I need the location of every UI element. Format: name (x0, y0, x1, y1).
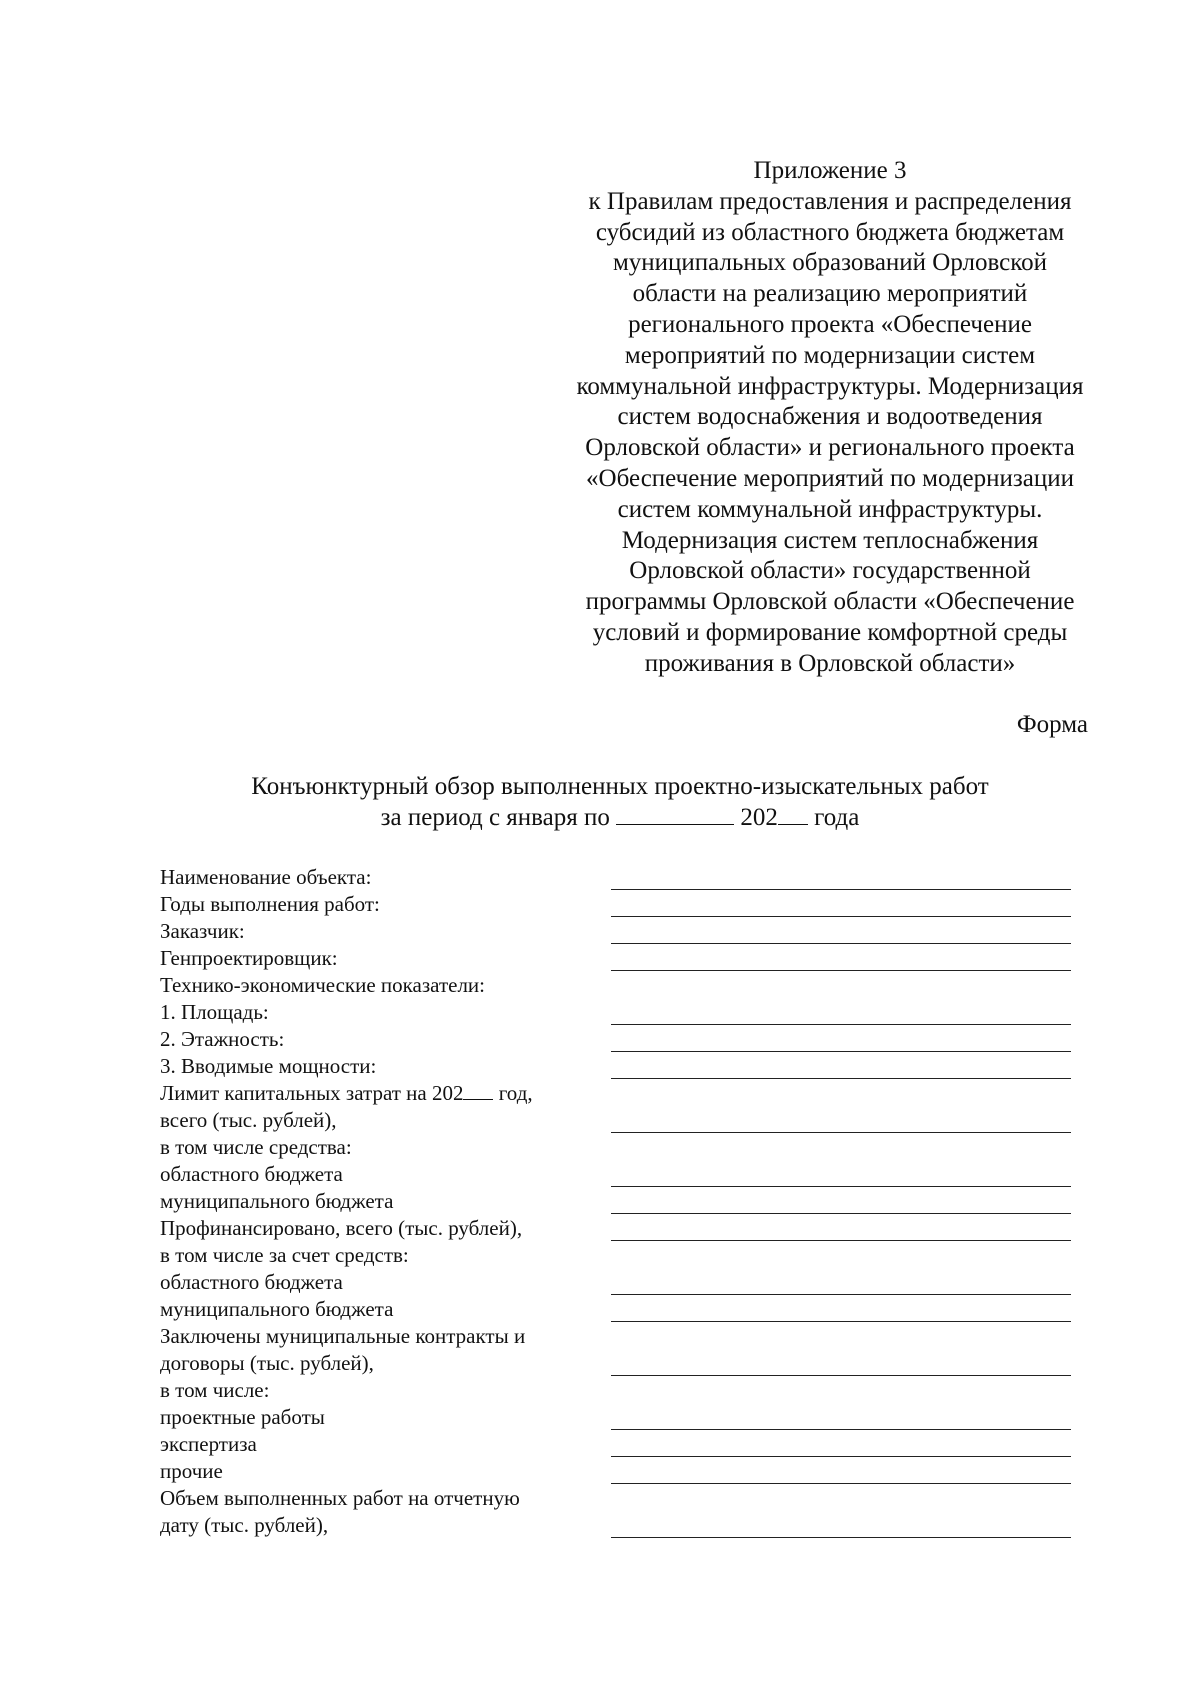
appendix-line: области на реализацию мероприятий (632, 280, 1028, 308)
appendix-line: условий и формирование комфортной среды (592, 618, 1068, 646)
answer-line-design-works[interactable] (611, 1429, 1071, 1430)
field-capacity: 3. Вводимые мощности: (160, 1054, 377, 1078)
answer-line-customer[interactable] (611, 943, 1071, 944)
answer-line-regional-budget-2[interactable] (611, 1294, 1071, 1295)
appendix-line: мероприятий по модернизации систем (624, 341, 1036, 369)
field-regional-budget-2: областного бюджета (160, 1270, 343, 1294)
appendix-line: регионального проекта «Обеспечение (628, 310, 1032, 338)
appendix-line: Приложение 3 (753, 157, 907, 184)
year-blank (778, 802, 808, 825)
answer-line-municipal-budget[interactable] (611, 1213, 1071, 1214)
field-floors: 2. Этажность: (160, 1027, 285, 1051)
answer-line-area[interactable] (611, 1024, 1071, 1025)
field-work-volume: Объем выполненных работ на отчетную (160, 1486, 520, 1510)
field-including: в том числе: (160, 1378, 270, 1402)
appendix-line: субсидий из областного бюджета бюджетам (595, 218, 1065, 246)
document-title (150, 772, 1090, 833)
title-year: 202 (740, 804, 778, 831)
field-total: всего (тыс. рублей), (160, 1108, 337, 1132)
appendix-line: Орловской области» государственной (629, 557, 1031, 585)
answer-line-municipal-budget-2[interactable] (611, 1321, 1071, 1322)
year-blank (463, 1081, 493, 1100)
field-tech-indicators: Технико-экономические показатели: (160, 973, 485, 997)
field-municipal-budget: муниципального бюджета (160, 1189, 394, 1213)
title-period-suffix: года (814, 804, 860, 831)
appendix-line: к Правилам предоставления и распределения (588, 187, 1072, 215)
appendix-line: программы Орловской области «Обеспечение (585, 588, 1075, 616)
appendix-line: Модернизация систем теплоснабжения (621, 526, 1039, 554)
answer-line-capital-limit[interactable] (611, 1132, 1071, 1133)
answer-line-regional-budget[interactable] (611, 1186, 1071, 1187)
appendix-line: коммунальной инфраструктуры. Модернизация (576, 372, 1084, 400)
appendix-line: проживания в Орловской области» (644, 649, 1016, 677)
appendix-line: Орловской области» и регионального проекта (585, 434, 1075, 462)
appendix-line: «Обеспечение мероприятий по модернизации (586, 464, 1074, 492)
title-line-2 (150, 802, 1090, 833)
title-line-1: Конъюнктурный обзор выполненных проектно-изыскательных работ (251, 773, 989, 800)
month-blank (616, 802, 734, 825)
field-financed: Профинансировано, всего (тыс. рублей), (160, 1216, 523, 1240)
field-customer: Заказчик: (160, 919, 245, 943)
answer-line-other[interactable] (611, 1483, 1071, 1484)
capital-limit-text: Лимит капитальных затрат на 202 (160, 1081, 464, 1105)
field-design-works: проектные работы (160, 1405, 325, 1429)
answer-line-floors[interactable] (611, 1051, 1071, 1052)
answer-line-contracts[interactable] (611, 1375, 1071, 1376)
field-object-name: Наименование объекта: (160, 865, 372, 889)
field-work-volume-amount: дату (тыс. рублей), (160, 1513, 329, 1537)
answer-line-expertise[interactable] (611, 1456, 1071, 1457)
appendix-line: систем водоснабжения и водоотведения (617, 403, 1043, 431)
field-municipal-budget-2: муниципального бюджета (160, 1297, 394, 1321)
field-other: прочие (160, 1459, 223, 1483)
answer-line-capacity[interactable] (611, 1078, 1071, 1079)
appendix-line: муниципальных образований Орловской (612, 249, 1048, 277)
field-regional-budget: областного бюджета (160, 1162, 343, 1186)
answer-line-years[interactable] (611, 916, 1071, 917)
appendix-header (550, 156, 1110, 680)
capital-limit-year-word: год, (498, 1081, 533, 1105)
answer-line-financed[interactable] (611, 1240, 1071, 1241)
answer-line-object-name[interactable] (611, 889, 1071, 890)
field-including-funds: в том числе средства: (160, 1135, 352, 1159)
field-years: Годы выполнения работ: (160, 892, 380, 916)
field-expertise: экспертиза (160, 1432, 257, 1456)
field-capital-limit (160, 1080, 533, 1106)
appendix-line: систем коммунальной инфраструктуры. (617, 495, 1043, 523)
answer-line-work-volume[interactable] (611, 1537, 1071, 1538)
title-period-prefix: за период с января по (380, 804, 610, 831)
answer-line-general-designer[interactable] (611, 970, 1071, 971)
field-area: 1. Площадь: (160, 1000, 269, 1024)
form-label: Форма (1016, 711, 1088, 738)
field-general-designer: Генпроектировщик: (160, 946, 338, 970)
field-including-from: в том числе за счет средств: (160, 1243, 409, 1267)
field-contracts: Заключены муниципальные контракты и (160, 1324, 526, 1348)
field-contracts-amount: договоры (тыс. рублей), (160, 1351, 374, 1375)
